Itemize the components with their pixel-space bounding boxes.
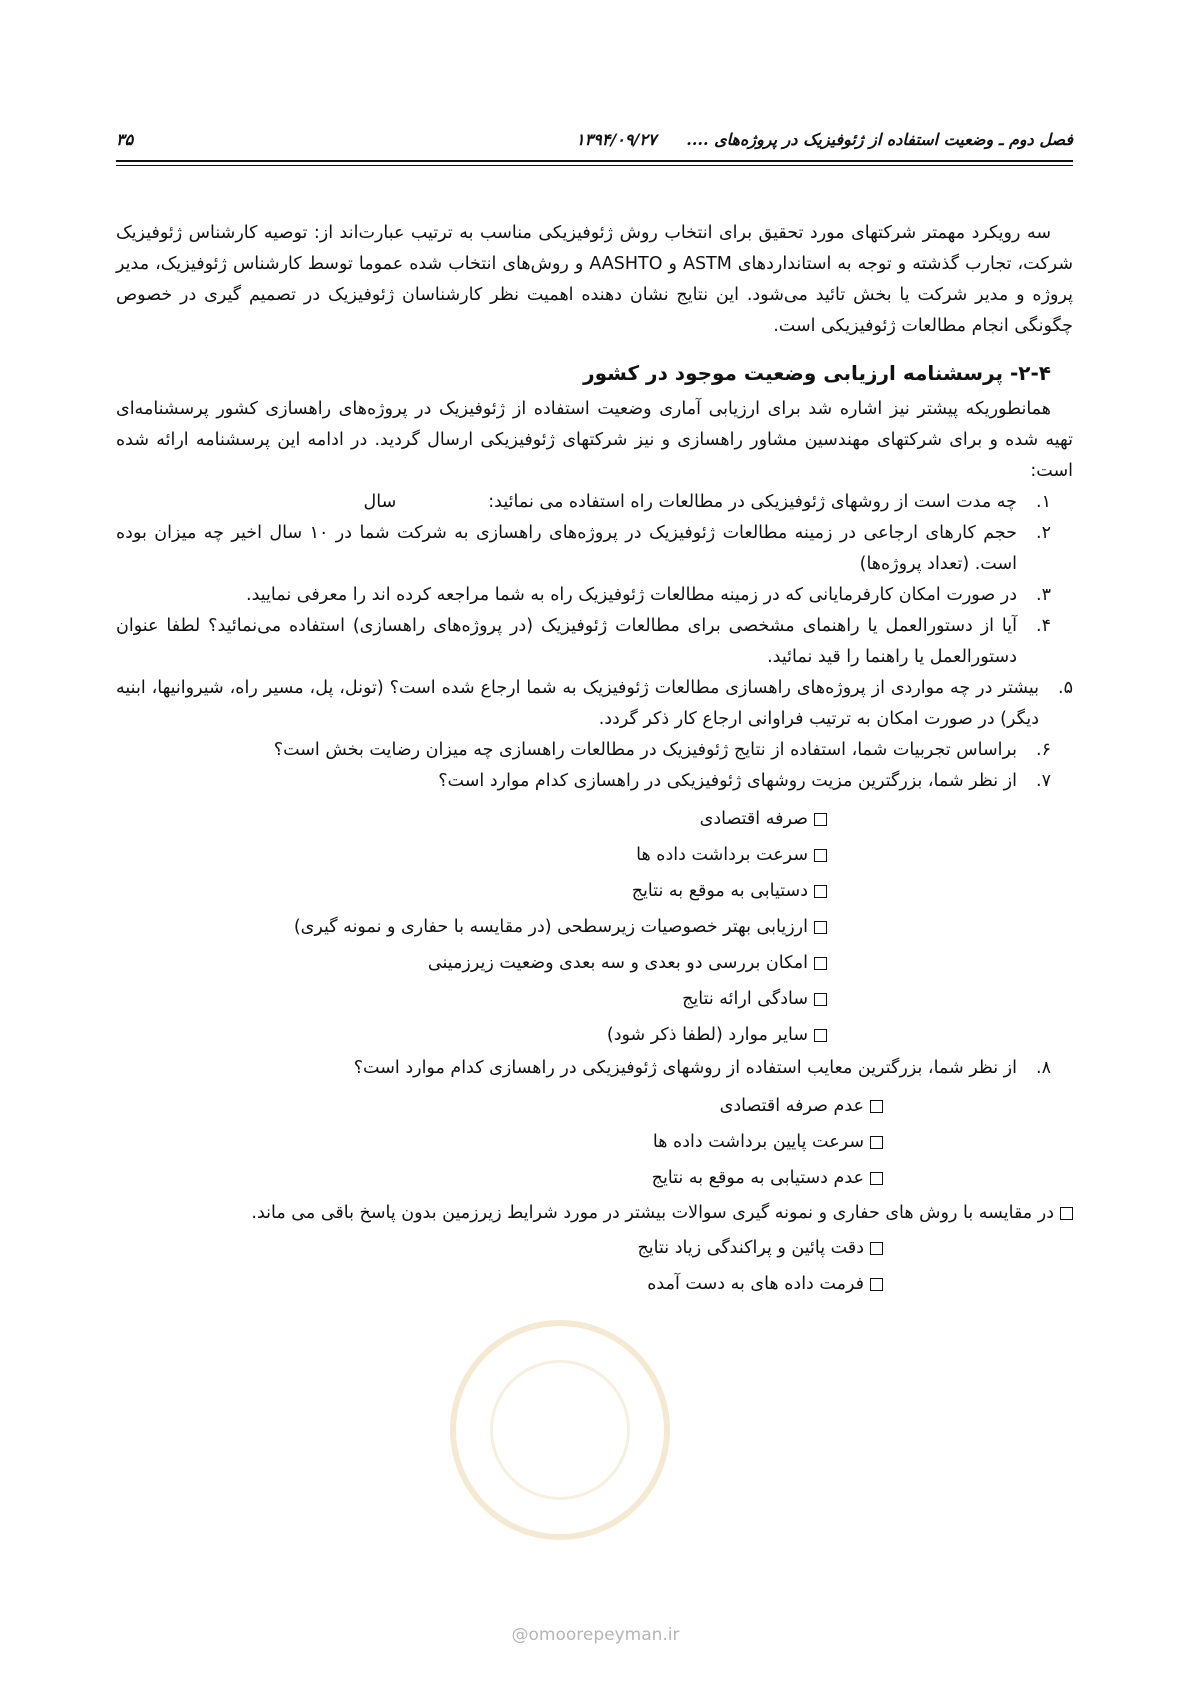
question-list: [116, 487, 1073, 1084]
option-label: دقت پائین و پراکندگی زیاد نتایج: [637, 1238, 864, 1258]
question-text: آیا از دستورالعمل یا راهنمای مشخصی برای مطالعات ژئوفیزیک (در پروژه‌های راهسازی) استفاده می‌نمائید؟ لطفا عنوان دستورالعمل یا راهنما را قید نمائید.: [116, 616, 1017, 667]
checkbox-icon[interactable]: [1060, 1207, 1073, 1220]
checkbox-icon[interactable]: [814, 849, 827, 862]
option-label: سادگی ارائه نتایج: [682, 989, 808, 1009]
question-item: [116, 580, 1073, 611]
option-item[interactable]: [116, 1124, 1073, 1160]
option-label: در مقایسه با روش های حفاری و نمونه گیری سوالات بیشتر در مورد شرایط زیرزمین بدون پاسخ باقی می ماند.: [251, 1203, 1054, 1223]
disadvantages-options: [116, 1088, 1073, 1302]
advantages-options: [116, 801, 1017, 1053]
option-item[interactable]: [116, 801, 1017, 837]
option-label: فرمت داده های به دست آمده: [647, 1274, 864, 1294]
question-number: ۸.: [1036, 1058, 1051, 1078]
question-text: چه مدت است از روشهای ژئوفیزیکی در مطالعات راه استفاده می نمائید:: [488, 492, 1017, 512]
question-text: از نظر شما، بزرگترین مزیت روشهای ژئوفیزیکی در راهسازی کدام موارد است؟: [438, 771, 1017, 791]
page-number: ۳۵: [116, 130, 134, 149]
question-item: [116, 487, 1073, 518]
question-number: ۴.: [1036, 616, 1051, 636]
option-label: عدم دستیابی به موقع به نتایج: [651, 1168, 864, 1188]
checkbox-icon[interactable]: [814, 957, 827, 970]
checkbox-icon[interactable]: [870, 1278, 883, 1291]
question-item: [116, 518, 1073, 580]
option-item[interactable]: [116, 873, 1017, 909]
checkbox-icon[interactable]: [814, 1029, 827, 1042]
option-label: امکان بررسی دو بعدی و سه بعدی وضعیت زیرزمینی: [427, 953, 808, 973]
question-number: ۷.: [1036, 771, 1051, 791]
chapter-title: فصل دوم ـ وضعیت استفاده از ژئوفیزیک در پروژه‌های ....: [686, 130, 1073, 149]
question-number: ۳.: [1036, 585, 1051, 605]
page-body: [116, 218, 1073, 1302]
option-label: سایر موارد (لطفا ذکر شود): [606, 1025, 808, 1045]
question-item: [116, 1053, 1073, 1084]
question-text: حجم کارهای ارجاعی در زمینه مطالعات ژئوفیزیک در پروژه‌های راهسازی به شرکت شما در ۱۰ سال اخیر چه میزان بوده است. (تعداد پروژه‌ها): [116, 523, 1017, 574]
header-rule-thin: [116, 165, 1073, 166]
option-label: عدم صرفه اقتصادی: [719, 1096, 864, 1116]
option-item[interactable]: [116, 1266, 1073, 1302]
checkbox-icon[interactable]: [814, 993, 827, 1006]
question-suffix: سال: [363, 492, 397, 512]
intro-paragraph: سه رویکرد مهمتر شرکتهای مورد تحقیق برای انتخاب روش ژئوفیزیکی مناسب به ترتیب عبارت‌اند از: توصیه کارشناس ژئوفیزیک شرکت، تجارب گذشته و توجه به استانداردهای ASTM و AASHTO و روش‌های انتخاب شده عموما توسط کارشناس ژئوفیزیک، مدیر پروژه و مدیر شرکت یا بخش تائید می‌شود. این نتایج نشان دهنده اهمیت نظر کارشناسان ژئوفیزیک در تصمیم گیری در خصوص چگونگی انجام مطالعات ژئوفیزیکی است.: [116, 223, 1073, 336]
question-text: در صورت امکان کارفرمایانی که در زمینه مطالعات ژئوفیزیک راه به شما مراجعه کرده اند را معرفی نمایید.: [246, 585, 1017, 605]
question-text: از نظر شما، بزرگترین معایب استفاده از روشهای ژئوفیزیکی در راهسازی کدام موارد است؟: [353, 1058, 1017, 1078]
seal-inner-ring: [490, 1360, 630, 1500]
checkbox-icon[interactable]: [870, 1100, 883, 1113]
option-item[interactable]: [116, 837, 1017, 873]
option-item[interactable]: [116, 1230, 1073, 1266]
checkbox-icon[interactable]: [814, 921, 827, 934]
option-item[interactable]: [116, 1017, 1017, 1053]
option-item[interactable]: [116, 1160, 1073, 1196]
question-item: [116, 673, 1073, 735]
checkbox-icon[interactable]: [870, 1136, 883, 1149]
header-rule-thick: [116, 160, 1073, 162]
checkbox-icon[interactable]: [814, 813, 827, 826]
watermark-text: @omoorepeyman.ir: [511, 1625, 680, 1645]
option-label: دستیابی به موقع به نتایج: [631, 881, 808, 901]
question-text: براساس تجربیات شما، استفاده از نتایج ژئوفیزیک در مطالعات راهسازی چه میزان رضایت بخش است؟: [273, 740, 1017, 760]
question-number: ۲.: [1036, 523, 1051, 543]
option-item[interactable]: [116, 909, 1017, 945]
checkbox-icon[interactable]: [814, 885, 827, 898]
page-header: [116, 130, 1073, 156]
section-heading: ۲-۴- پرسشنامه ارزیابی وضعیت موجود در کشور: [583, 361, 1051, 385]
option-item[interactable]: [116, 981, 1017, 1017]
question-item: [116, 611, 1073, 673]
option-label: سرعت پایین برداشت داده ها: [652, 1132, 864, 1152]
question-item: [116, 735, 1073, 766]
question-item: [116, 766, 1073, 1053]
option-item[interactable]: [116, 1088, 1073, 1124]
question-text: بیشتر در چه مواردی از پروژه‌های راهسازی مطالعات ژئوفیزیک به شما ارجاع شده است؟ (تونل، پل، مسیر راه، شیروانیها، ابنیه دیگر) در صورت امکان به ترتیب فراوانی ارجاع کار ذکر گردد.: [116, 678, 1039, 729]
question-number: ۶.: [1036, 740, 1051, 760]
question-number: ۵.: [1058, 678, 1073, 698]
checkbox-icon[interactable]: [870, 1242, 883, 1255]
checkbox-icon[interactable]: [870, 1172, 883, 1185]
question-number: ۱.: [1036, 492, 1051, 512]
option-label: سرعت برداشت داده ها: [636, 845, 808, 865]
header-date: ۱۳۹۴/۰۹/۲۷: [576, 130, 657, 149]
option-label: صرفه اقتصادی: [699, 809, 808, 829]
option-item[interactable]: [116, 945, 1017, 981]
option-label: ارزیابی بهتر خصوصیات زیرسطحی (در مقایسه با حفاری و نمونه گیری): [293, 917, 808, 937]
section-paragraph: همانطوریکه پیشتر نیز اشاره شد برای ارزیابی آماری وضعیت استفاده از ژئوفیزیک در پروژه‌های راهسازی کشور پرسشنامه‌ای تهیه شده و برای شرکتهای مهندسین مشاور راهسازی و نیز شرکتهای ژئوفیزیکی ارسال گردید. در ادامه این پرسشنامه ارائه شده است:: [116, 399, 1073, 481]
option-item[interactable]: [116, 1196, 1073, 1230]
